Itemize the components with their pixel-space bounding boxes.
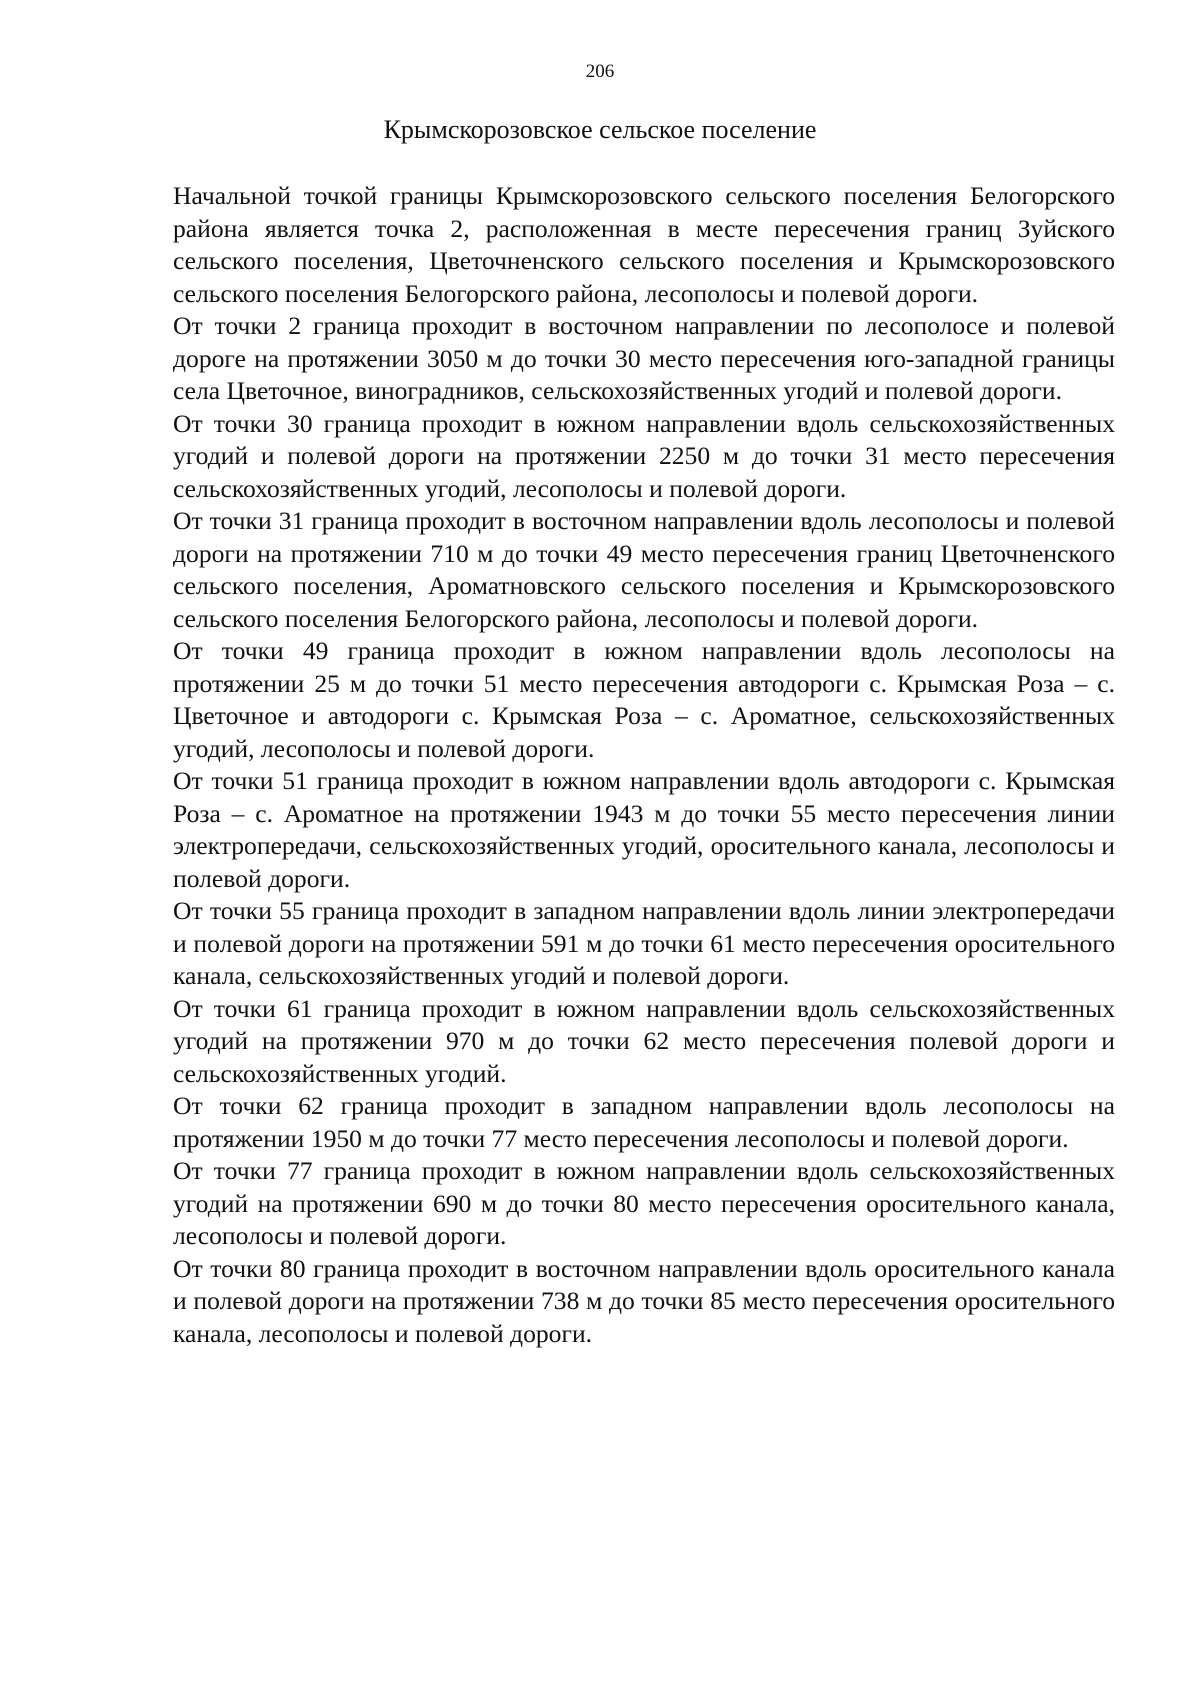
paragraph: От точки 51 граница проходит в южном направлении вдоль автодороги с. Крымская Роза – с. Ароматное на протяжении 1943 м до точки 55 место пересечения линии электропередачи, сельскохозяйственных угодий, оросительного канала, лесополосы и полевой дороги. bbox=[173, 766, 1115, 893]
paragraph: Начальной точкой границы Крымскорозовского сельского поселения Белогорского района является точка 2, расположенная в месте пересечения границ Зуйского сельского поселения, Цветочненского сельского поселения и Крымскорозовского сельского поселения Белогорского района, лесополосы и полевой дороги. bbox=[173, 181, 1115, 308]
page-number: 206 bbox=[585, 61, 615, 82]
paragraph: От точки 49 граница проходит в южном направлении вдоль лесополосы на протяжении 25 м до точки 51 место пересечения автодороги с. Крымская Роза – с. Цветочное и автодороги с. Крымская Роза – с. Ароматное, сельскохозяйственных угодий, лесополосы и полевой дороги. bbox=[173, 636, 1115, 763]
paragraph: От точки 61 граница проходит в южном направлении вдоль сельскохозяйственных угодий на протяжении 970 м до точки 62 место пересечения полевой дороги и сельскохозяйственных угодий. bbox=[173, 993, 1115, 1088]
paragraph: От точки 31 граница проходит в восточном направлении вдоль лесополосы и полевой дороги на протяжении 710 м до точки 49 место пересечения границ Цветочненского сельского поселения, Ароматновского сельского поселения и Крымскорозовского сельского поселения Белогорского района, лесополосы и полевой дороги. bbox=[173, 506, 1115, 633]
paragraph: От точки 77 граница проходит в южном направлении вдоль сельскохозяйственных угодий на протяжении 690 м до точки 80 место пересечения оросительного канала, лесополосы и полевой дороги. bbox=[173, 1156, 1115, 1250]
paragraph: От точки 80 граница проходит в восточном направлении вдоль оросительного канала и полевой дороги на протяжении 738 м до точки 85 место пересечения оросительного канала, лесополосы и полевой дороги. bbox=[173, 1253, 1115, 1348]
paragraph: От точки 30 граница проходит в южном направлении вдоль сельскохозяйственных угодий и полевой дороги на протяжении 2250 м до точки 31 место пересечения сельскохозяйственных угодий, лесополосы и полевой дороги. bbox=[173, 408, 1115, 503]
document-body bbox=[173, 180, 1115, 1350]
paragraph: От точки 62 граница проходит в западном направлении вдоль лесополосы на протяжении 1950 м до точки 77 место пересечения лесополосы и полевой дороги. bbox=[173, 1091, 1115, 1153]
paragraph: От точки 2 граница проходит в восточном направлении по лесополосе и полевой дороге на протяжении 3050 м до точки 30 место пересечения юго-западной границы села Цветочное, виноградников, сельскохозяйственных угодий и полевой дороги. bbox=[173, 311, 1115, 405]
paragraph: От точки 55 граница проходит в западном направлении вдоль линии электропередачи и полевой дороги на протяжении 591 м до точки 61 место пересечения оросительного канала, сельскохозяйственных угодий и полевой дороги. bbox=[173, 896, 1115, 990]
page-title: Крымскорозовское сельское поселение bbox=[383, 115, 817, 144]
